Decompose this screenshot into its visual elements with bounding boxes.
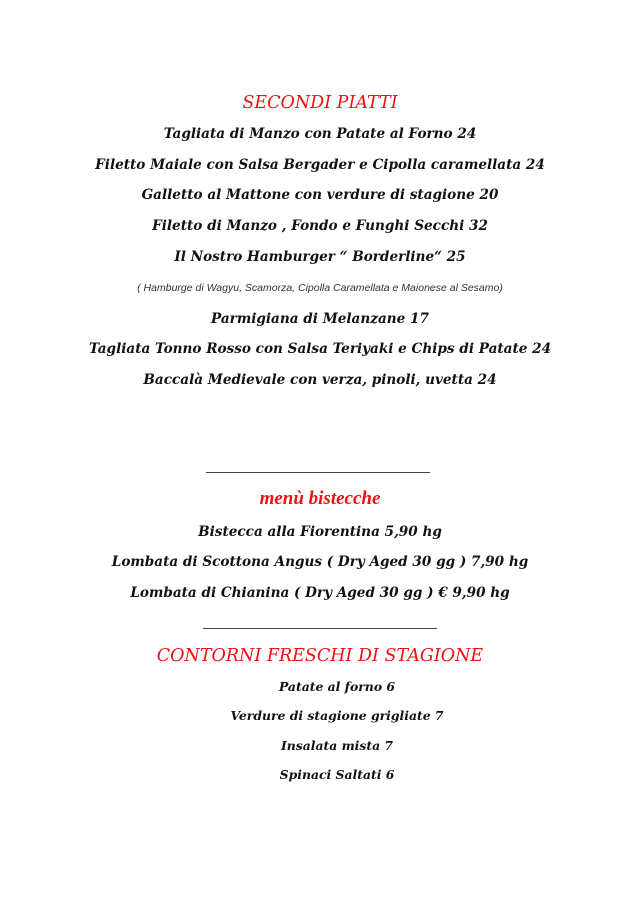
secondi-title: SECONDI PIATTI — [242, 93, 398, 113]
menu-item: Bistecca alla Fiorentina 5,90 hg — [198, 524, 442, 540]
section-divider — [203, 628, 437, 629]
menu-item: Filetto Maiale con Salsa Bergader e Cipolla caramellata 24 — [95, 157, 545, 173]
side-item: Spinaci Saltati 6 — [279, 767, 395, 782]
menu-item: Lombata di Scottona Angus ( Dry Aged 30 gg ) 7,90 hg — [111, 554, 529, 570]
section-divider — [206, 472, 430, 473]
menu-item: Lombata di Chianina ( Dry Aged 30 gg ) € 9,90 hg — [130, 585, 510, 601]
menu-item: Tagliata di Manzo con Patate al Forno 24 — [163, 126, 477, 142]
menu-item: Filetto di Manzo , Fondo e Funghi Secchi 32 — [152, 218, 488, 234]
menu-item: Galletto al Mattone con verdure di stagione 20 — [141, 187, 499, 203]
menu-item: Baccalà Medievale con verza, pinoli, uvetta 24 — [143, 372, 497, 388]
contorni-title: CONTORNI FRESCHI DI STAGIONE — [156, 646, 484, 666]
menu-item: Parmigiana di Melanzane 17 — [211, 311, 429, 327]
menu-item-note: ( Hamburge di Wagyu, Scamorza, Cipolla Caramellata e Maionese al Sesamo) — [137, 282, 503, 294]
menu-item: Tagliata Tonno Rosso con Salsa Teriyaki e Chips di Patate 24 — [88, 341, 552, 357]
side-item: Patate al forno 6 — [278, 679, 396, 694]
side-item: Verdure di stagione grigliate 7 — [230, 708, 444, 723]
side-item: Insalata mista 7 — [280, 738, 394, 753]
bistecche-title: menù bistecche — [259, 488, 381, 509]
menu-item: Il Nostro Hamburger “ Borderline“ 25 — [174, 249, 466, 265]
